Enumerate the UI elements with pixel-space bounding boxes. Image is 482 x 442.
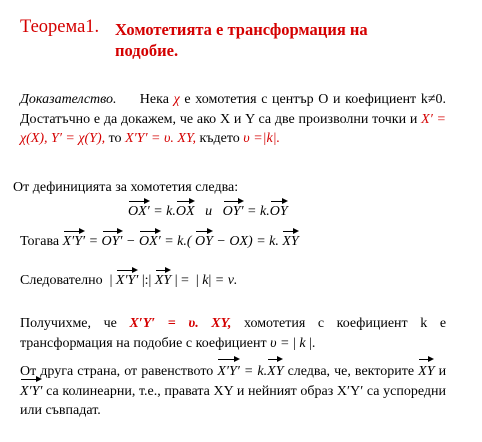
equation-x-prime: X′ = χ(X), — [20, 111, 447, 146]
minus-sign-2: − — [216, 234, 226, 249]
proof-text-a: Нека — [139, 92, 169, 107]
theorem-title-line1: Хомотетията е трансформация на — [115, 20, 368, 39]
conclusion-k: k — [299, 335, 306, 351]
proof-text-d: където — [199, 131, 240, 146]
then-label: Тогава — [20, 234, 60, 249]
result-nu: = ν. — [214, 273, 238, 288]
close-k: OX) = k. — [229, 234, 279, 249]
final-paragraph — [20, 362, 446, 421]
minus-sign: − — [126, 234, 136, 249]
vector-ox: OX — [175, 204, 195, 219]
conclusion-nu: υ = — [270, 335, 290, 351]
proof-heading: Доказателство. — [20, 92, 117, 107]
conclusion-paragraph: Получихме, че X′Y′ = υ. XY, хомотетия с коефициент k е трансформация на подобие с коефициент υ = | k |. — [20, 316, 447, 351]
conclusion-a: Получихме, че — [20, 316, 117, 331]
proof-text-c: то — [108, 131, 122, 146]
and-word: и — [205, 204, 213, 219]
vector-equalities — [128, 204, 288, 220]
conclusion-b: хомотетия с коефициент k е трансформация на подобие с коефициент — [20, 316, 447, 351]
conclusion-equation: X′Y′ = υ. XY, — [129, 316, 232, 331]
then-line: Тогава X′Y′ = OY′ − OX′ = k.( OY − OX) = k. XY — [20, 234, 299, 249]
therefore-line: Следователно | X′Y′ |:| XY | = | k| = ν. — [20, 273, 238, 288]
final-c: са колинеарни, т.е., правата XY и нейният образ X′Y′ са успоредни или съвпадат. — [20, 383, 447, 418]
equation-y-prime: Y′ = χ(Y), — [51, 131, 106, 146]
vector-oy-prime: OY′ — [222, 204, 244, 219]
vector-oy: OY — [269, 204, 288, 219]
final-a: От друга страна, от равенството — [20, 364, 214, 379]
theorem-title — [115, 19, 368, 61]
proof-paragraph — [20, 90, 446, 149]
eq-k-2: = k. — [247, 204, 270, 219]
eq-k-1: = k. — [153, 204, 176, 219]
theorem-title-line2: подобие. — [115, 41, 179, 60]
vector-xy-4: XY — [418, 362, 434, 382]
vector-ox-prime-2: OX′ — [138, 234, 161, 249]
final-and: и — [438, 364, 447, 379]
final-b: следва, че, векторите — [287, 364, 415, 379]
definition-intro: От дефиницията за хомотетия следва: — [13, 180, 239, 195]
therefore-label: Следователно — [20, 273, 103, 288]
vector-xpyp-2: X′Y′ — [115, 273, 139, 288]
vector-xpyp: X′Y′ — [62, 234, 86, 249]
proof-text-b: е хомотетия с център О и коефициент k≠0. Достатъчно е да докажем, че ако X и Y са две произволни точки и — [20, 92, 447, 127]
nu-equals-k: υ =|k|. — [243, 131, 281, 146]
vector-xpyp-4: X′Y′ — [20, 382, 42, 402]
vector-ox-prime: OX′ — [128, 204, 150, 219]
vector-xy-3: XY — [267, 362, 283, 382]
chi-symbol: χ — [173, 92, 180, 107]
eq-k-paren: = k.( — [164, 234, 192, 249]
final-eq: = k. — [243, 364, 268, 379]
vector-xy-2: XY — [154, 273, 172, 288]
vector-xpyp-3: X′Y′ — [217, 362, 239, 382]
vector-oy-prime-2: OY′ — [101, 234, 123, 249]
equation-xy-ratio: X′Y′ = υ. XY, — [125, 131, 196, 146]
vector-oy-2: OY — [195, 234, 213, 249]
theorem-label: Теорема1. — [20, 17, 100, 37]
vector-xy: XY — [282, 234, 299, 249]
